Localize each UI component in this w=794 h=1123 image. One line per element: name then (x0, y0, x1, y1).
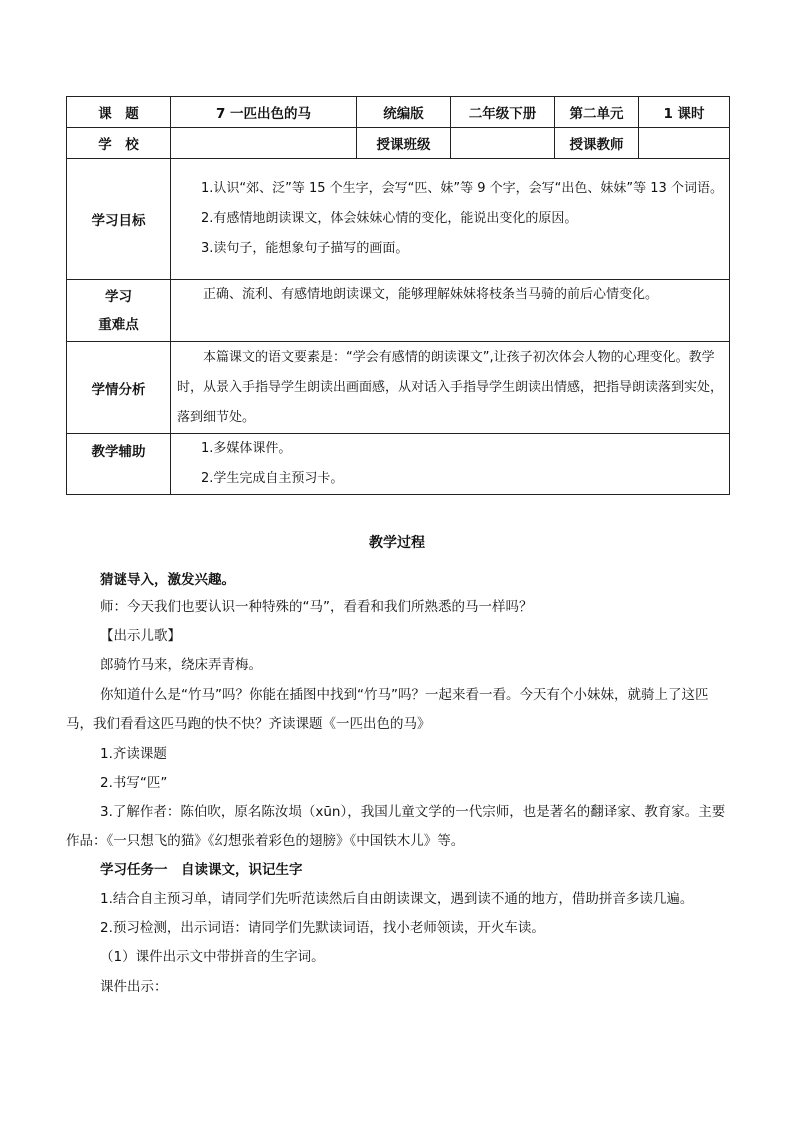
goal-item: 2.有感情地朗读课文，体会妹妹心情的变化，能说出变化的原因。 (201, 211, 578, 226)
analysis-text: 本篇课文的语文要素是：“学会有感情的朗读课文”,让孩子初次体会人物的心理变化。教学时，从景入手指导学生朗读出画面感，从对话入手指导学生朗读出情感，把指导朗读落到实处，落到细节处。 (177, 349, 724, 425)
key-points-label (67, 280, 171, 342)
paragraph: 1.结合自主预习单，请同学们先听范读然后自由朗读课文，遇到读不通的地方，借助拼音多读几遍。 (100, 891, 694, 907)
unit-cell: 第二单元 (555, 97, 639, 128)
goals-content (171, 159, 730, 280)
table-row (67, 434, 730, 495)
table-row (67, 342, 730, 434)
teacher-value (639, 128, 730, 159)
key-points-content (171, 280, 730, 342)
section-heading: 学习任务一 自读课文，识记生字 (100, 862, 303, 878)
paragraph: 师：今天我们也要认识一种特殊的“马”，看看和我们所熟悉的马一样吗？ (100, 599, 533, 615)
analysis-content (171, 342, 730, 434)
paragraph: 课件出示： (100, 979, 168, 995)
paragraph: 2.书写“匹” (100, 775, 168, 791)
goal-item: 1.认识“郊、泛”等 15 个生字，会写“匹、妹”等 9 个字，会写“出色、妹妹”等 13 个词语。 (201, 181, 723, 196)
hours-cell: 1 课时 (639, 97, 730, 128)
edition-cell: 统编版 (357, 97, 451, 128)
aids-content (171, 434, 730, 495)
paragraph: 郎骑竹马来，绕床弄青梅。 (100, 657, 262, 673)
analysis-label: 学情分析 (67, 342, 171, 434)
paragraph: 1.齐读课题 (100, 746, 167, 762)
table-row (67, 159, 730, 280)
table-row (67, 280, 730, 342)
grade-cell: 二年级下册 (451, 97, 555, 128)
class-label: 授课班级 (357, 128, 451, 159)
key-points-label-line2: 重难点 (98, 316, 139, 333)
lesson-title: 7 一匹出色的马 (171, 97, 357, 128)
section-heading: 猜谜导入，激发兴趣。 (100, 572, 235, 588)
teacher-label: 授课教师 (555, 128, 639, 159)
aid-item: 1.多媒体课件。 (201, 441, 292, 456)
school-value (171, 128, 357, 159)
key-points-label-line1: 学习 (105, 288, 132, 305)
aid-item: 2.学生完成自主预习卡。 (201, 471, 344, 486)
paragraph: 你知道什么是“竹马”吗？你能在插图中找到“竹马”吗？一起来看一看。今天有个小妹妹，就骑上了这匹马，我们看看这匹马跑的快不快？齐读课题《一匹出色的马》 (66, 687, 709, 732)
goals-label: 学习目标 (67, 159, 171, 280)
paragraph: 【出示儿歌】 (100, 628, 181, 644)
class-value (451, 128, 555, 159)
school-label: 学 校 (67, 128, 171, 159)
topic-label: 课 题 (67, 97, 171, 128)
paragraph: 2.预习检测，出示词语：请同学们先默读词语，找小老师领读，开火车读。 (100, 920, 545, 936)
goal-item: 3.读句子，能想象句子描写的画面。 (201, 241, 409, 256)
table-row (67, 97, 730, 128)
aids-label: 教学辅助 (67, 434, 171, 495)
key-points-text: 正确、流利、有感情地朗读课文，能够理解妹妹将枝条当马骑的前后心情变化。 (203, 287, 659, 302)
process-title: 教学过程 (369, 535, 425, 551)
paragraph: （1）课件出示文中带拼音的生字词。 (100, 949, 325, 965)
table-row (67, 128, 730, 159)
lesson-info-table (66, 96, 730, 495)
paragraph: 3.了解作者：陈伯吹，原名陈汝埙（xūn），我国儿童文学的一代宗师，也是著名的翻译家、教育家。主要作品：《一只想飞的猫》《幻想张着彩色的翅膀》《中国铁木儿》等。 (66, 804, 726, 849)
